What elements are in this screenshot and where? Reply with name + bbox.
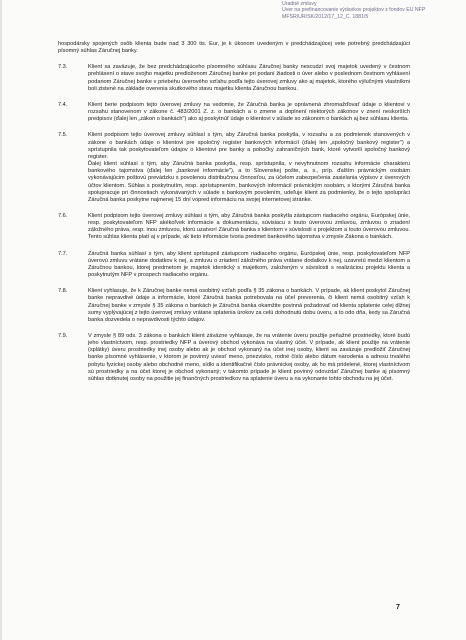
section-7-6: [58, 213, 410, 242]
section-paragraph: Klient sa zaväzuje, že bez predchádzajúceho písomného súhlasu Záručnej banky nescudzí svoj majetok uvedený v čestnom prehlásení o stave svojho majetku predloženom Záručnej banke pri podaní žiadosti o úver alebo v poslednom čestnom vyhlásení podanom Záručnej banke v priebehu úverového vzťahu podľa tejto úverovej zmluvy ako aj majetok, ktorého výlučnými vlastníkmi boli zistené na základe overenia skutkového stavu majetku klienta Záručnou bankou.: [88, 64, 410, 92]
section-7-3: [58, 64, 410, 93]
section-number: 7.4.: [58, 101, 68, 108]
section-paragraph: Klient vyhlasuje, že k Záručnej banke nemá osobitný vzťah podľa § 35 zákona o bankách. V prípade, ak klient poskytol Záručnej banke nepravdivé údaje a informácie, ktoré Záručná banka potrebovala na účel preverenia, či klient nemá osobitný vzťah k Záručnej banke v zmysle § 35 zákona o bankách je Záručná banka okamžite povinná požadovať od klienta splatenie celej dlžnej sumy vyplývajúcej z tejto úverovej zmluvy vrátane splatenia úrokov za celú dohodnutú dobu úveru, a to odo dňa, kedy sa Záručná banka dozvedela o nepravdivosti týchto údajov.: [88, 288, 410, 323]
section-7-8: [58, 288, 410, 324]
section-content: [88, 64, 410, 93]
section-content: [88, 333, 410, 383]
section-paragraph: Ďalej klient súhlasí s tým, aby Záručná banka poskytla, resp. sprístupnila, v nevyhnutnom rozsahu informácie charakteru bankového tajomstva (ďalej len „bankové informácie"), a to Slovenskej pošte, a. s., príp. ďalším právnickým osobám vykonávajúcim poštovú prevádzku s povolenou distribučnou činnosťou, za účelom zabezpečenia zasielania výpisov z úverových účtov klientom. Súhlas s poskytnutím, resp. sprístupnením, bankových informácií právnickým osobám, s ktorými Záručná banka spolupracuje pri činnostiach vykonávaných v súlade s bankovým povolením, udeľuje klient za podmienky, že o tejto spolupráci Záručná banka poskytne najmenej 15 dní vopred informáciu na svojej internetovej stránke.: [88, 161, 410, 203]
section-number: 7.5.: [58, 132, 68, 139]
section-number: 7.9.: [58, 333, 68, 339]
page-number: 7: [396, 604, 400, 611]
section-paragraph: Klient podpisom tejto úverovej zmluvy súhlasí s tým, aby Záručná banka poskytla zástupcom riadiaceho orgánu, Európskej únie, resp. poskytovateľom NFP akékoľvek informácie a dokumentáciu, súvisiacu s touto úverovou zmluvou, zmluvou o zriadení záložného práva, resp. inou zmluvou, ktorú uzatvorí Záručná banka s klientom v súvislosti s projektom a touto úverovou zmluvou. Tento súhlas klienta platí aj v prípade, ak tieto informácie tvoria predmet bankového tajomstva v zmysle Zákona o bankách.: [88, 212, 410, 241]
intro-text: hospodársky spojených osôb klienta bude nad 3 300 tis. Eur, je k úkonom uvedeným v predchádzajúcej vete potrebný predchádzajúci písomný súhlas Záručnej banky.: [58, 41, 410, 55]
section-paragraph: Záručná banka súhlasí s tým, aby klient sprístupnil zástupcom riadiaceho orgánu, Európskej únie, resp. poskytovateľom NFP úverovú zmluvu vrátane dodatkov k nej, a zmluvu o zriadení záložného práva vrátane dodatkov k nej, uzavretú medzi klientom a Záručnou bankou, ktorej predmetom je majetok identický s majetkom, založeným v súvislosti s realizáciou projektu klienta a poskytnutým NFP v prospech riadiaceho orgánu.: [88, 250, 410, 279]
section-content: [88, 102, 410, 123]
section-content: [88, 288, 410, 324]
section-number: 7.3.: [58, 64, 68, 71]
section-content: [88, 213, 410, 242]
section-7-5: [58, 132, 410, 204]
section-7-4: [58, 102, 410, 123]
section-number: 7.6.: [58, 212, 68, 219]
section-number: 7.7.: [58, 250, 68, 257]
contract-body: [58, 41, 410, 383]
section-7-9: [58, 333, 410, 383]
stamp-line-3: MFSR/ÚR/SK/2012/17_12_Č. 1881/5: [282, 13, 369, 20]
stamp-line-2: Úver na prefinancovanie výdavkov projektov z fondov EÚ NFP: [282, 7, 426, 14]
section-paragraph: Klient berie podpisom tejto úverovej zmluvy na vedomie, že Záručná banka je oprávnená zhromažďovať údaje o klientovi v rozsahu stanovenom v zákone č. 483/2001 Z. z. o bankách a o zmene a doplnení niektorých zákonov v znení neskorších predpisov (ďalej len „zákon o bankách") ako aj poskytnúť údaje o klientovi v súlade so zákonom o bankách aj bez súhlasu klienta.: [88, 101, 410, 123]
intro-paragraph: [58, 41, 410, 55]
section-paragraph: V zmysle § 89 ods. 3 zákona o bankách klient záväzne vyhlasuje, že na vrátenie úveru použije peňažné prostriedky, ktoré budú jeho vlastníctvom, resp. prostriedky NFP a úverový obchod vykonáva na vlastný účet. V prípade, ak klient použije na vrátenie (splátky) úveru prostriedky inej osoby alebo ak je obchod vykonaný na účet inej osoby, klient sa zaväzuje predložiť Záručnej banke písomné vyhlásenie, v ktorom je povinný uviesť meno, priezvisko, rodné číslo alebo dátum narodenia a adresu trvalého pobytu fyzickej osoby alebo obchodné meno, sídlo a identifikačné číslo právnickej osoby, ak ho má pridelené, ktorej vlastníctvom sú prostriedky a na účet ktorej je obchod vykonaný; v takomto prípade je klient povinný odovzdať Záručnej banke aj písomný súhlas dotknutej osoby na použitie jej finančných prostriedkov na splatenie úveru a na vykonanie tohto obchodu na jej účet.: [88, 333, 410, 382]
stamp-line-1: Úradné zmluvy: [282, 1, 317, 7]
section-7-7: [58, 251, 410, 280]
section-content: [88, 251, 410, 280]
header-stamp: [282, 1, 462, 20]
section-content: [88, 132, 410, 204]
scan-edge: [0, 0, 2, 640]
section-number: 7.8.: [58, 288, 68, 295]
section-paragraph: Klient podpisom tejto úverovej zmluvy súhlasí s tým, aby Záručná banka poskytla, v rozsahu a za podmienok stanovených v zákone o bankách údaje o klientovi pre spoločný register bankových informácií (ďalej len „spoločný bankový register") a sprístupnila tak poskytovateľom údajov o klientovi pre banky a pobočky zahraničných bank, ktoré vytvorili spoločný bankový register.: [88, 132, 410, 160]
